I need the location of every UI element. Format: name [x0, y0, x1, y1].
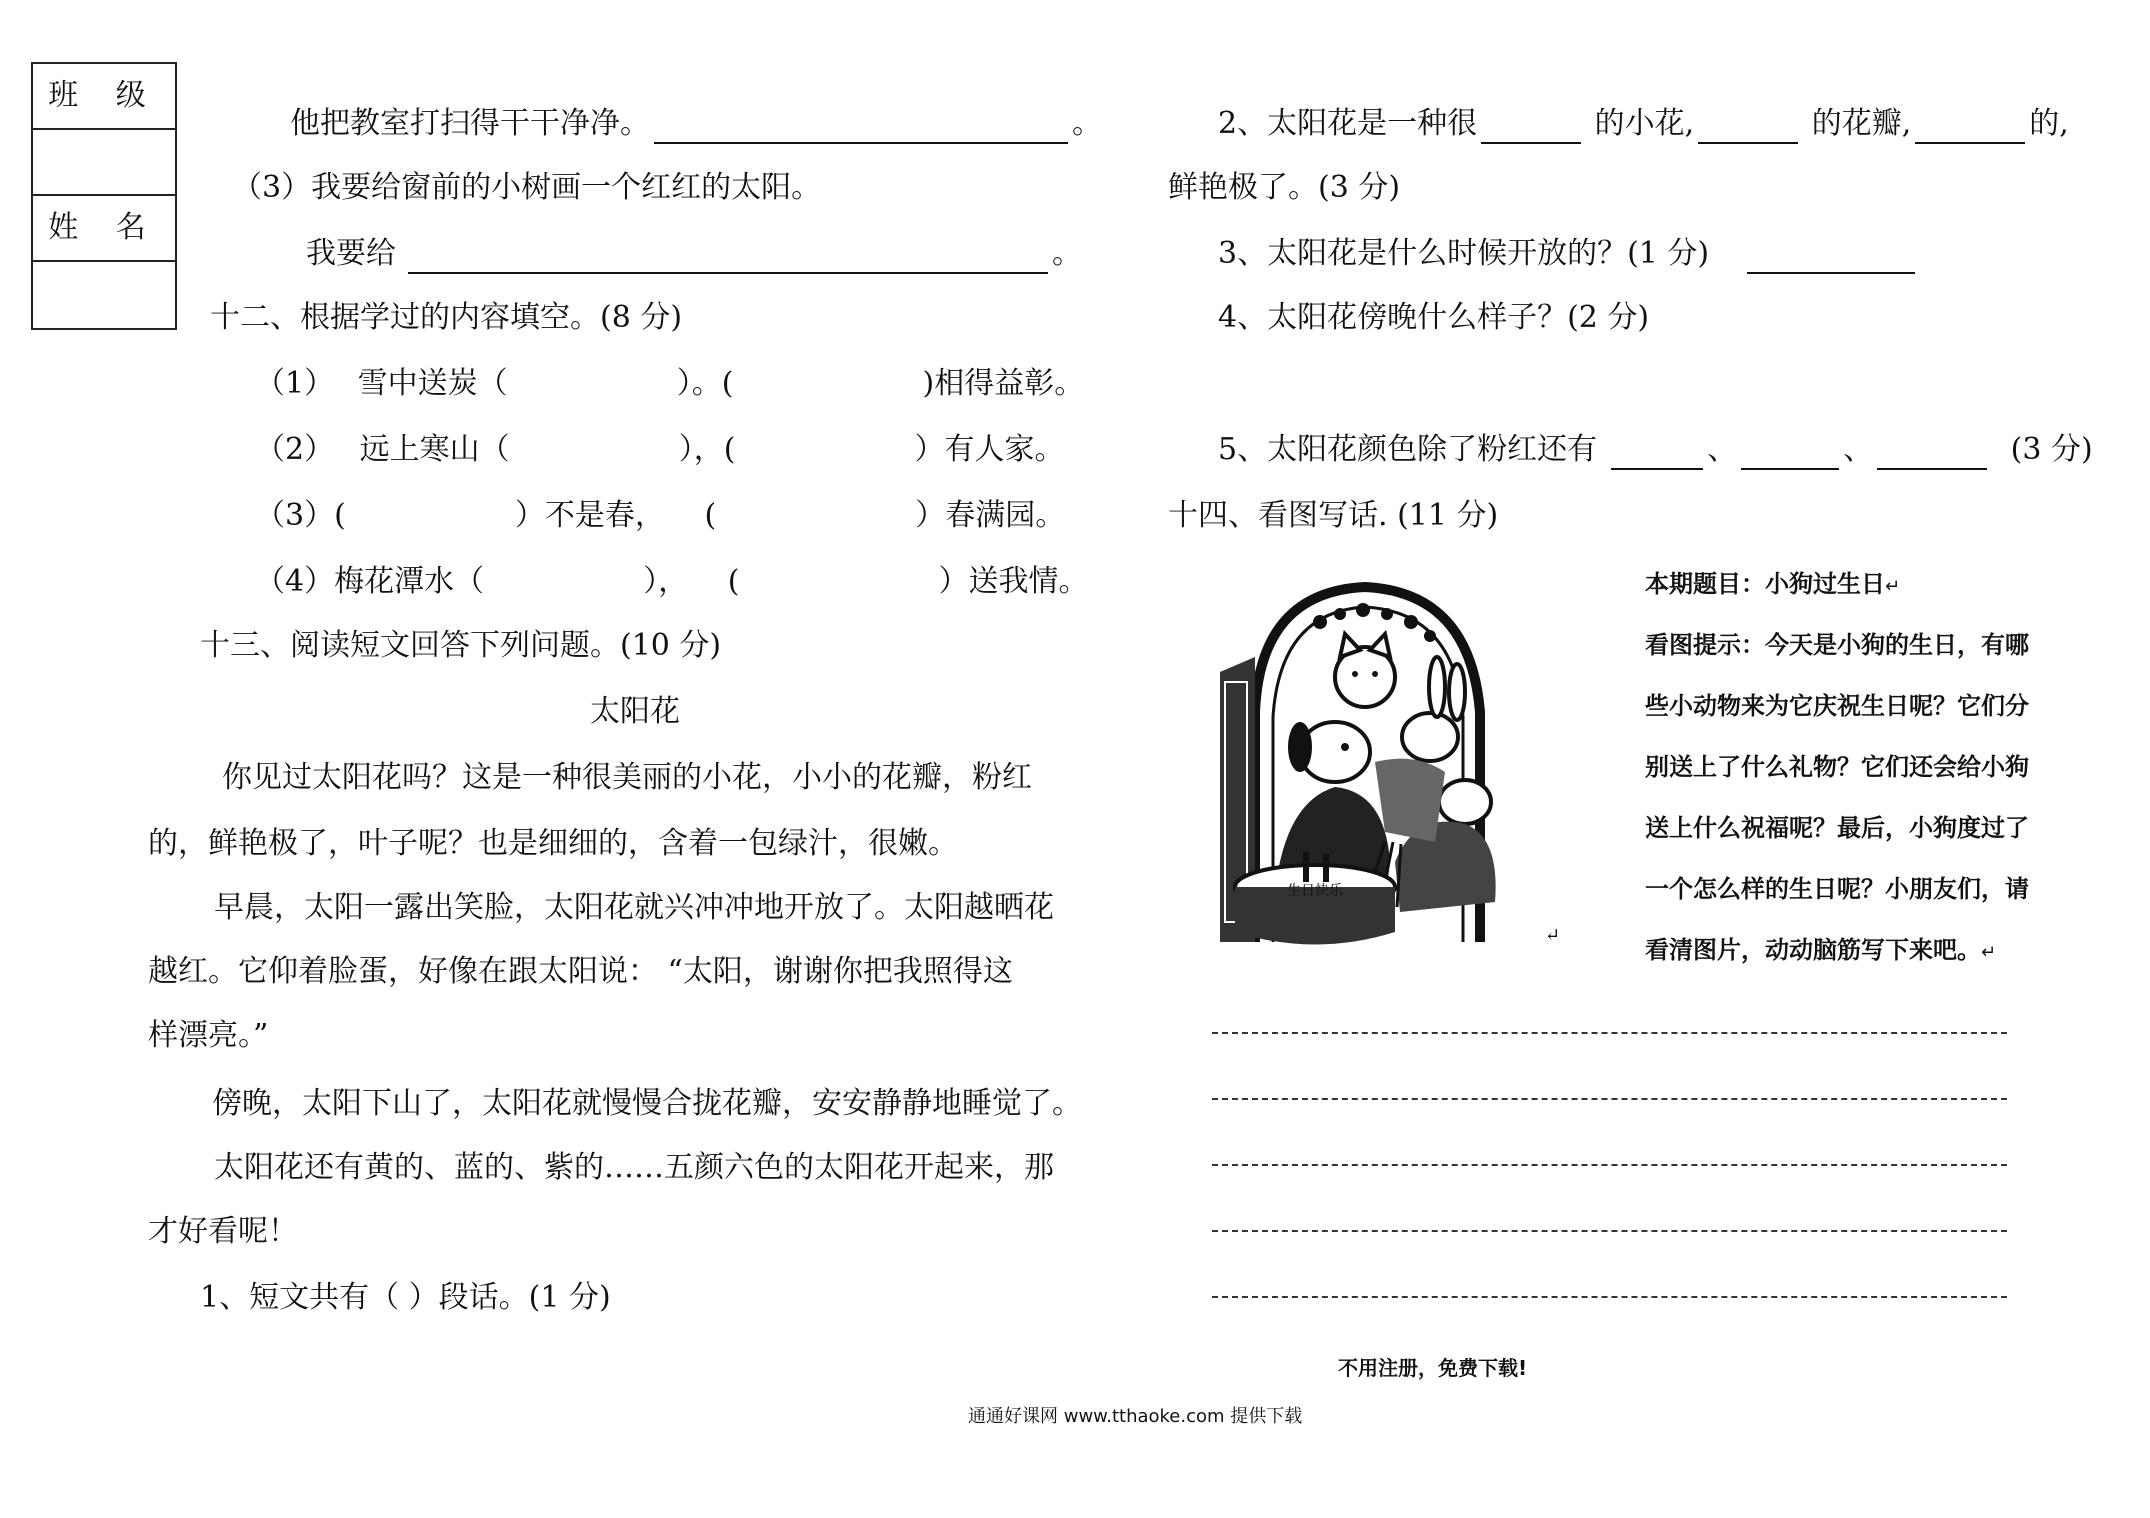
- fill-item-2: [255, 430, 1065, 470]
- hint-line: 送上什么祝福呢？最后，小狗度过了: [1645, 814, 2029, 842]
- question-text: 的小花,: [1594, 106, 1695, 141]
- item-text: ）。(: [676, 366, 734, 401]
- item-number: （3）: [255, 498, 335, 533]
- name-value-cell[interactable]: [33, 262, 175, 328]
- writing-line[interactable]: [1212, 1164, 2007, 1166]
- question-2: [1218, 104, 2069, 144]
- answer-blank[interactable]: [1747, 244, 1915, 274]
- answer-blank[interactable]: [654, 114, 1068, 144]
- hint-line: [1645, 920, 1996, 983]
- rewrite-answer-3: [306, 234, 1082, 274]
- story-line: 太阳花还有黄的、蓝的、紫的……五颜六色的太阳花开起来，那: [214, 1150, 1054, 1185]
- site-credit: 通通好课网 www.tthaoke.com 提供下载: [968, 1406, 1303, 1427]
- hint-line: 一个怎么样的生日呢？小朋友们，请: [1645, 875, 2029, 903]
- section-13-title: 十三、阅读短文回答下列问题。(10 分): [200, 628, 722, 663]
- question-text: 的花瓣,: [1811, 106, 1912, 141]
- question-5: [1218, 430, 2093, 470]
- answer-blank[interactable]: [1611, 440, 1703, 470]
- hint-line: 些小动物来为它庆祝生日呢？它们分: [1645, 692, 2029, 720]
- story-line: 傍晚，太阳下山了，太阳花就慢慢合拢花瓣，安安静静地睡觉了。: [212, 1086, 1082, 1121]
- item-text: (: [704, 498, 717, 533]
- question-text: 3、太阳花是什么时候开放的？(1 分): [1218, 236, 1710, 271]
- item-text: ），(: [678, 432, 736, 467]
- item-text: 雪中送炭（: [357, 366, 508, 401]
- writing-line[interactable]: [1212, 1098, 2007, 1100]
- answer-blank[interactable]: [1698, 114, 1798, 144]
- answer-prefix: 我要给: [306, 236, 396, 271]
- story-line: 你见过太阳花吗？这是一种很美丽的小花，小小的花瓣，粉红: [222, 760, 1032, 795]
- item-number: （4）: [255, 564, 335, 599]
- item-text: ）春满园。: [915, 498, 1066, 533]
- cake-caption: 生日快乐: [1287, 882, 1343, 898]
- story-title: 太阳花: [590, 694, 680, 729]
- return-mark: ↵: [1545, 925, 1561, 946]
- writing-line[interactable]: [1212, 1230, 2007, 1232]
- writing-line[interactable]: [1212, 1032, 2007, 1034]
- item-text: ）不是春，: [514, 498, 665, 533]
- hint-line: [1645, 615, 2029, 676]
- question-3: [1218, 234, 1919, 274]
- story-line: 的，鲜艳极了，叶子呢？也是细细的，含着一包绿汁，很嫩。: [148, 826, 958, 861]
- answer-blank[interactable]: [1741, 440, 1839, 470]
- answer-blank[interactable]: [1481, 114, 1581, 144]
- answer-blank[interactable]: [1915, 114, 2025, 144]
- hint-line: 别送上了什么礼物？它们还会给小狗: [1645, 753, 2029, 781]
- hint-text: 看清图片，动动脑筋写下来吧。: [1645, 936, 1981, 964]
- answer-blank[interactable]: [1877, 440, 1987, 470]
- return-mark: ↵: [1981, 942, 1997, 963]
- question-text: 的,: [2029, 106, 2069, 141]
- return-mark: ↵: [1885, 576, 1901, 597]
- item-text: (: [727, 564, 740, 599]
- sentence-text: 他把教室打扫得干干净净。: [290, 106, 650, 141]
- answer-blank[interactable]: [408, 244, 1048, 274]
- fill-item-1: [255, 364, 1084, 404]
- fill-item-4: [255, 562, 1089, 602]
- name-label: 姓 名: [33, 196, 175, 262]
- separator: 、: [1707, 432, 1738, 467]
- hint-text: 今天是小狗的生日，有哪: [1765, 631, 2029, 659]
- topic-line: [1645, 554, 1900, 617]
- separator: 、: [1843, 432, 1874, 467]
- item-text: 梅花潭水（: [334, 564, 485, 599]
- question-text: 5、太阳花颜色除了粉红还有: [1218, 432, 1598, 467]
- rewrite-question-3: （3）我要给窗前的小树画一个红红的太阳。: [232, 170, 822, 205]
- item-text: ），: [643, 564, 689, 599]
- class-name-box: [31, 62, 177, 330]
- topic-label: 本期题目：: [1645, 570, 1765, 598]
- class-value-cell[interactable]: [33, 130, 175, 196]
- story-line: 样漂亮。”: [148, 1018, 269, 1053]
- question-1: 1、短文共有（ ）段话。(1 分): [200, 1280, 611, 1315]
- question-text: 2、太阳花是一种很: [1218, 106, 1478, 141]
- item-text: )相得益彰。: [922, 366, 1085, 401]
- fill-item-3: [255, 496, 1065, 536]
- free-download-note: 不用注册，免费下载!: [1338, 1356, 1528, 1380]
- period: 。: [1072, 106, 1102, 141]
- writing-line[interactable]: [1212, 1296, 2007, 1298]
- topic-value: 小狗过生日: [1765, 570, 1885, 598]
- section-12-title: 十二、根据学过的内容填空。(8 分): [210, 300, 683, 335]
- question-2-cont: 鲜艳极了。(3 分): [1168, 170, 1401, 205]
- hint-label: 看图提示：: [1645, 631, 1765, 659]
- question-4: 4、太阳花傍晚什么样子？(2 分): [1218, 300, 1650, 335]
- score: (3 分): [2010, 432, 2093, 467]
- rewrite-sentence-2: [290, 104, 1102, 144]
- item-text: ）送我情。: [938, 564, 1089, 599]
- item-text: ）有人家。: [914, 432, 1065, 467]
- item-text: 远上寒山（: [359, 432, 510, 467]
- period: 。: [1052, 236, 1082, 271]
- story-line: 才好看呢！: [148, 1214, 298, 1249]
- item-number: （1）: [255, 366, 335, 401]
- item-number: （2）: [255, 432, 335, 467]
- item-text: (: [334, 498, 346, 533]
- story-line: 越红。它仰着脸蛋，好像在跟太阳说： “太阳，谢谢你把我照得这: [148, 954, 1013, 989]
- class-label: 班 级: [33, 64, 175, 130]
- birthday-illustration: [1215, 562, 1530, 952]
- story-line: 早晨，太阳一露出笑脸，太阳花就兴冲冲地开放了。太阳越晒花: [214, 890, 1054, 925]
- section-14-title: 十四、看图写话. (11 分): [1168, 498, 1499, 533]
